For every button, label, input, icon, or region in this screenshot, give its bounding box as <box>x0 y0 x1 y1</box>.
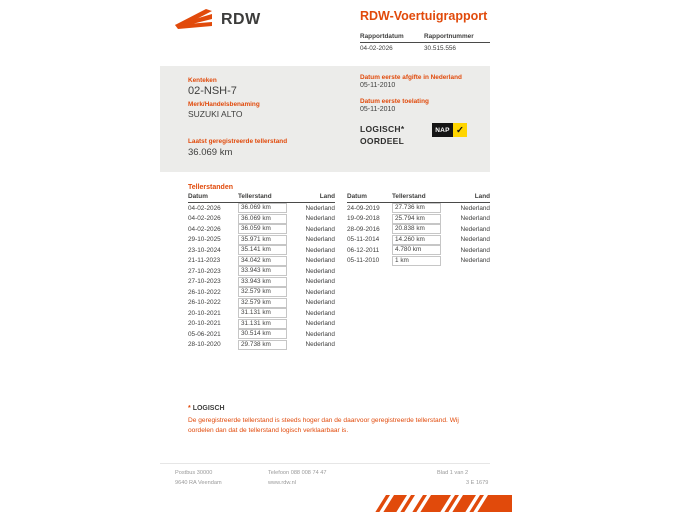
table-row <box>347 256 490 267</box>
column-header-datum: Datum <box>188 193 208 200</box>
logisch-footnote-title <box>188 405 225 412</box>
cell-tellerstand: 36.069 km <box>238 203 287 213</box>
cell-land: Nederland <box>305 236 335 244</box>
rdw-logo-text: RDW <box>221 11 261 28</box>
table-header <box>347 193 490 203</box>
rdw-logo <box>175 9 261 31</box>
cell-datum: 04-02-2026 <box>188 204 221 212</box>
cell-datum: 05-06-2021 <box>188 330 221 338</box>
cell-land: Nederland <box>305 309 335 317</box>
table-row <box>347 203 490 214</box>
cell-datum: 04-02-2026 <box>188 215 221 223</box>
table-row <box>188 245 335 256</box>
report-date-value: 04-02-2026 <box>360 45 393 52</box>
cell-datum: 20-10-2021 <box>188 320 221 328</box>
cell-tellerstand: 29.738 km <box>238 340 287 350</box>
cell-tellerstand: 25.794 km <box>392 214 441 224</box>
odometer-table-right <box>347 193 490 266</box>
cell-datum: 28-10-2020 <box>188 341 221 349</box>
report-title: RDW-Voertuigrapport <box>360 9 488 23</box>
odometer-table-left <box>188 193 335 350</box>
oordeel-line2: OORDEEL <box>360 136 405 146</box>
cell-land: Nederland <box>305 225 335 233</box>
cell-land: Nederland <box>305 299 335 307</box>
footer-page-number: Blad 1 van 2 <box>437 470 469 476</box>
nap-logo-text: NAP <box>432 123 453 137</box>
cell-datum: 06-12-2011 <box>347 246 380 254</box>
cell-datum: 04-02-2026 <box>188 225 221 233</box>
eerste-afgifte-value: 05-11-2010 <box>360 82 396 89</box>
table-row <box>188 340 335 351</box>
cell-datum: 26-10-2022 <box>188 288 221 296</box>
cell-land: Nederland <box>460 215 490 223</box>
table-row <box>188 329 335 340</box>
merk-value: SUZUKI ALTO <box>188 109 243 119</box>
cell-land: Nederland <box>305 204 335 212</box>
footer-address-line1: Postbus 30000 <box>175 470 213 476</box>
logisch-footnote-text: De geregistreerde tellerstand is steeds hoger dan de daarvoor geregistreerde tellerstand. Wij oordelen dan dat de tellerstand logisch verklaarbaar is. <box>188 417 459 434</box>
cell-tellerstand: 31.131 km <box>238 319 287 329</box>
footer-divider <box>160 463 490 464</box>
cell-datum: 05-11-2014 <box>347 236 380 244</box>
eerste-afgifte-label: Datum eerste afgifte in Nederland <box>360 74 462 81</box>
cell-datum: 24-09-2019 <box>347 204 380 212</box>
cell-land: Nederland <box>305 330 335 338</box>
column-header-land: Land <box>474 193 490 200</box>
cell-tellerstand: 27.736 km <box>392 203 441 213</box>
cell-datum: 27-10-2023 <box>188 267 221 275</box>
cell-tellerstand: 4.780 km <box>392 245 441 255</box>
footer-phone: Telefoon 088 008 74 47 <box>268 470 327 476</box>
column-header-datum: Datum <box>347 193 367 200</box>
cell-tellerstand: 20.838 km <box>392 224 441 234</box>
cell-land: Nederland <box>460 257 490 265</box>
footer-website: www.rdw.nl <box>268 479 296 486</box>
cell-datum: 23-10-2024 <box>188 246 221 254</box>
footer-doc-code: 3 E 1679 <box>466 480 489 486</box>
cell-land: Nederland <box>305 215 335 223</box>
nap-check-icon: ✓ <box>453 123 467 137</box>
cell-land: Nederland <box>305 320 335 328</box>
cell-tellerstand: 30.514 km <box>238 329 287 339</box>
cell-tellerstand: 36.069 km <box>238 214 287 224</box>
footer-address-line2: 9640 RA Veendam <box>175 479 222 486</box>
cell-land: Nederland <box>460 225 490 233</box>
report-number-value: 30.515.556 <box>424 45 456 52</box>
cell-land: Nederland <box>460 236 490 244</box>
cell-tellerstand: 31.131 km <box>238 308 287 318</box>
table-row <box>188 203 335 214</box>
cell-tellerstand: 36.059 km <box>238 224 287 234</box>
cell-tellerstand: 33.943 km <box>238 266 287 276</box>
table-row <box>188 256 335 267</box>
nap-logo <box>432 123 467 137</box>
footnote-title-text: LOGISCH <box>192 405 225 412</box>
cell-datum: 20-10-2021 <box>188 309 221 317</box>
cell-datum: 05-11-2010 <box>347 257 380 265</box>
tellerstanden-title: Tellerstanden <box>188 184 233 191</box>
eerste-toelating-value: 05-11-2010 <box>360 106 396 113</box>
merk-label: Merk/Handelsbenaming <box>188 101 260 108</box>
table-row <box>347 214 490 225</box>
table-row <box>347 224 490 235</box>
vehicle-summary-panel <box>160 66 490 172</box>
table-row <box>188 224 335 235</box>
cell-land: Nederland <box>305 246 335 254</box>
table-row <box>188 277 335 288</box>
column-header-tellerstand: Tellerstand <box>392 193 426 200</box>
kenteken-value: 02-NSH-7 <box>188 85 237 97</box>
table-row <box>188 287 335 298</box>
column-header-land: Land <box>319 193 335 200</box>
cell-datum: 26-10-2022 <box>188 299 221 307</box>
report-meta <box>360 33 490 52</box>
cell-datum: 19-09-2018 <box>347 215 380 223</box>
cell-land: Nederland <box>460 246 490 254</box>
cell-land: Nederland <box>305 288 335 296</box>
footer-contact <box>268 469 326 488</box>
cell-datum: 21-11-2023 <box>188 257 221 265</box>
cell-tellerstand: 32.579 km <box>238 287 287 297</box>
cell-tellerstand: 35.141 km <box>238 245 287 255</box>
cell-land: Nederland <box>460 204 490 212</box>
eerste-toelating-label: Datum eerste toelating <box>360 98 429 105</box>
cell-land: Nederland <box>305 278 335 286</box>
table-row <box>347 245 490 256</box>
report-date-label: Rapportdatum <box>360 33 404 40</box>
table-row <box>188 308 335 319</box>
logisch-oordeel-text <box>360 123 404 147</box>
cell-tellerstand: 33.943 km <box>238 277 287 287</box>
table-row <box>188 319 335 330</box>
table-row <box>188 214 335 225</box>
table-row <box>188 298 335 309</box>
cell-tellerstand: 34.042 km <box>238 256 287 266</box>
table-row <box>188 235 335 246</box>
cell-tellerstand: 14.260 km <box>392 235 441 245</box>
cell-land: Nederland <box>305 267 335 275</box>
laatste-tellerstand-value: 36.069 km <box>188 147 233 158</box>
cell-land: Nederland <box>305 341 335 349</box>
column-header-tellerstand: Tellerstand <box>238 193 272 200</box>
footnote-marker: * <box>188 405 191 412</box>
table-row <box>347 235 490 246</box>
rdw-logo-icon <box>175 9 213 31</box>
cell-tellerstand: 1 km <box>392 256 441 266</box>
cell-tellerstand: 35.971 km <box>238 235 287 245</box>
kenteken-label: Kenteken <box>188 77 217 84</box>
cell-datum: 28-09-2016 <box>347 225 380 233</box>
footer-address <box>175 469 222 488</box>
table-header <box>188 193 335 203</box>
laatste-tellerstand-label: Laatst geregistreerde tellerstand <box>188 138 288 145</box>
cell-datum: 29-10-2025 <box>188 236 221 244</box>
cell-datum: 27-10-2023 <box>188 278 221 286</box>
rdw-flag-motif <box>368 495 512 512</box>
cell-tellerstand: 32.579 km <box>238 298 287 308</box>
table-row <box>188 266 335 277</box>
oordeel-line1: LOGISCH* <box>360 124 405 134</box>
cell-land: Nederland <box>305 257 335 265</box>
report-number-label: Rapportnummer <box>424 33 474 40</box>
